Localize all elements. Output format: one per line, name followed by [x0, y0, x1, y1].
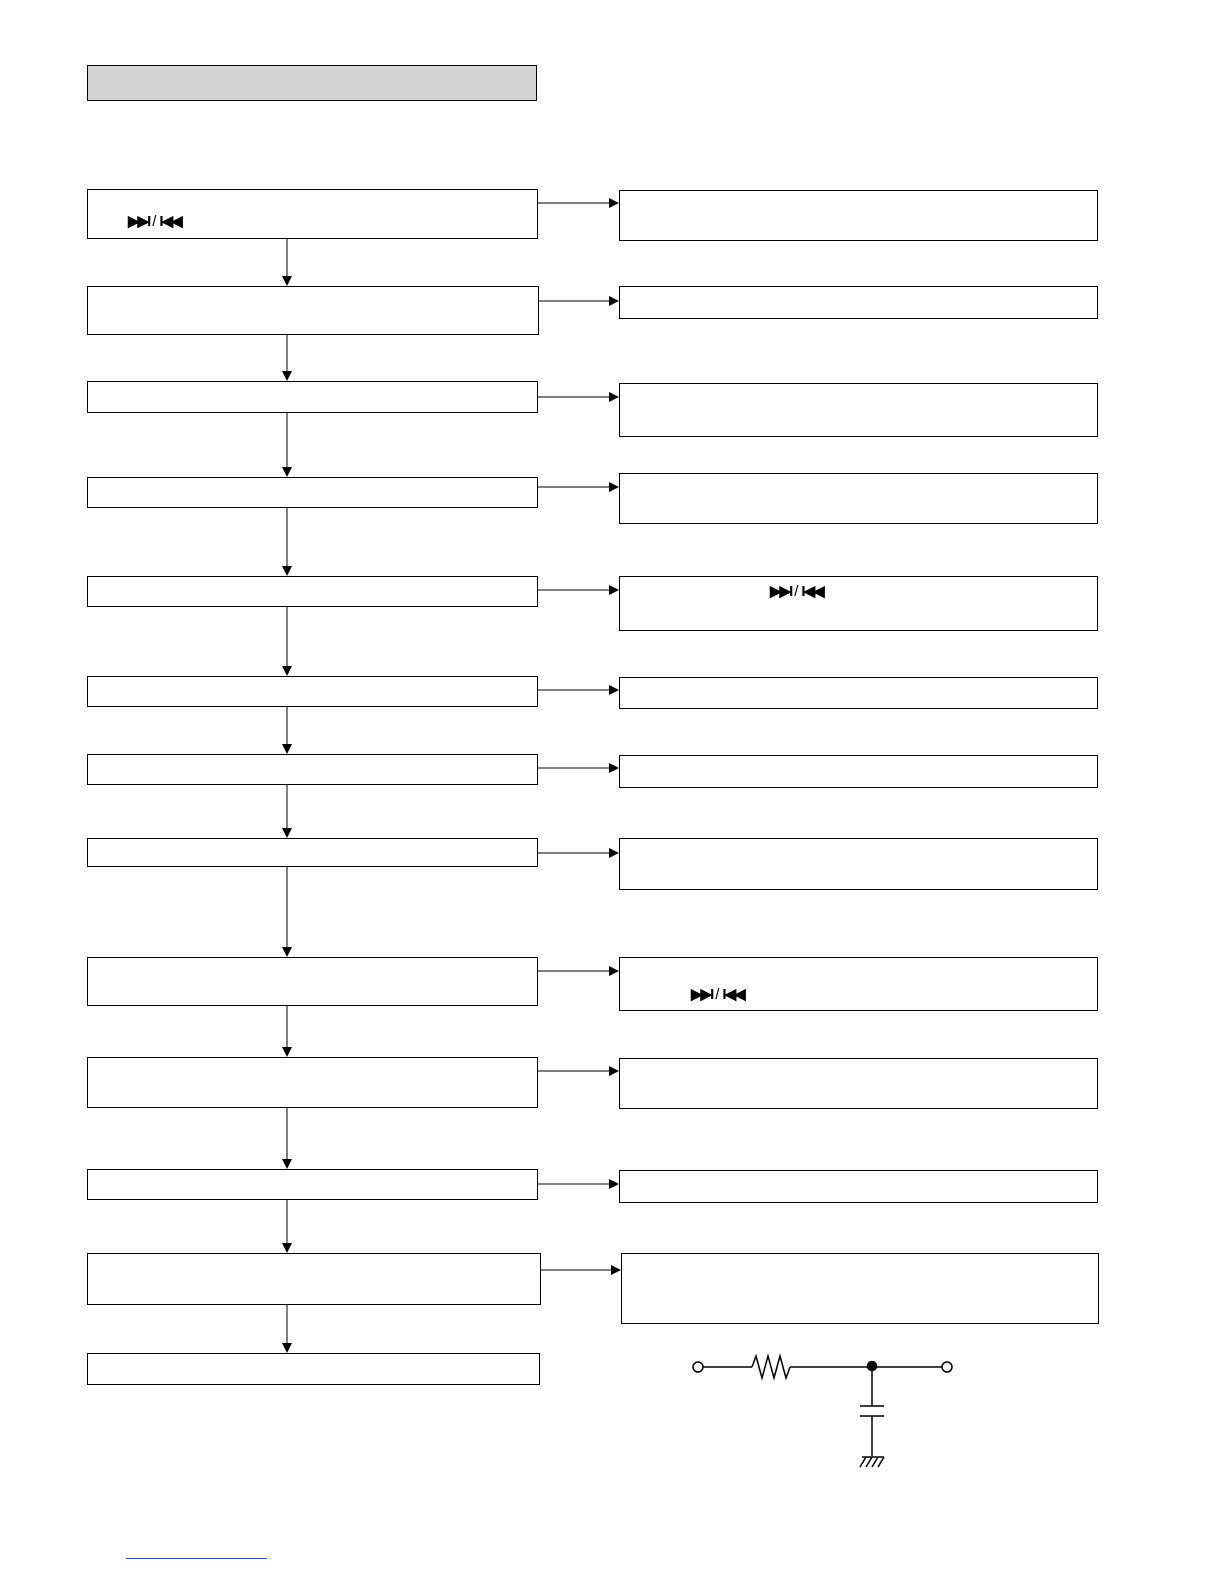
- terminal-icon: [942, 1362, 952, 1372]
- transport-skip-icon: ▶▶I / I◀◀: [691, 986, 744, 1003]
- transport-skip-icon: ▶▶I / I◀◀: [128, 213, 181, 230]
- resistor-icon: [752, 1356, 790, 1378]
- footer-link-underline[interactable]: [126, 1558, 267, 1559]
- transport-skip-icon: ▶▶I / I◀◀: [770, 583, 823, 600]
- rc-circuit: [693, 1356, 952, 1467]
- ground-icon: [860, 1457, 884, 1467]
- capacitor-icon: [860, 1406, 884, 1416]
- terminal-icon: [693, 1362, 703, 1372]
